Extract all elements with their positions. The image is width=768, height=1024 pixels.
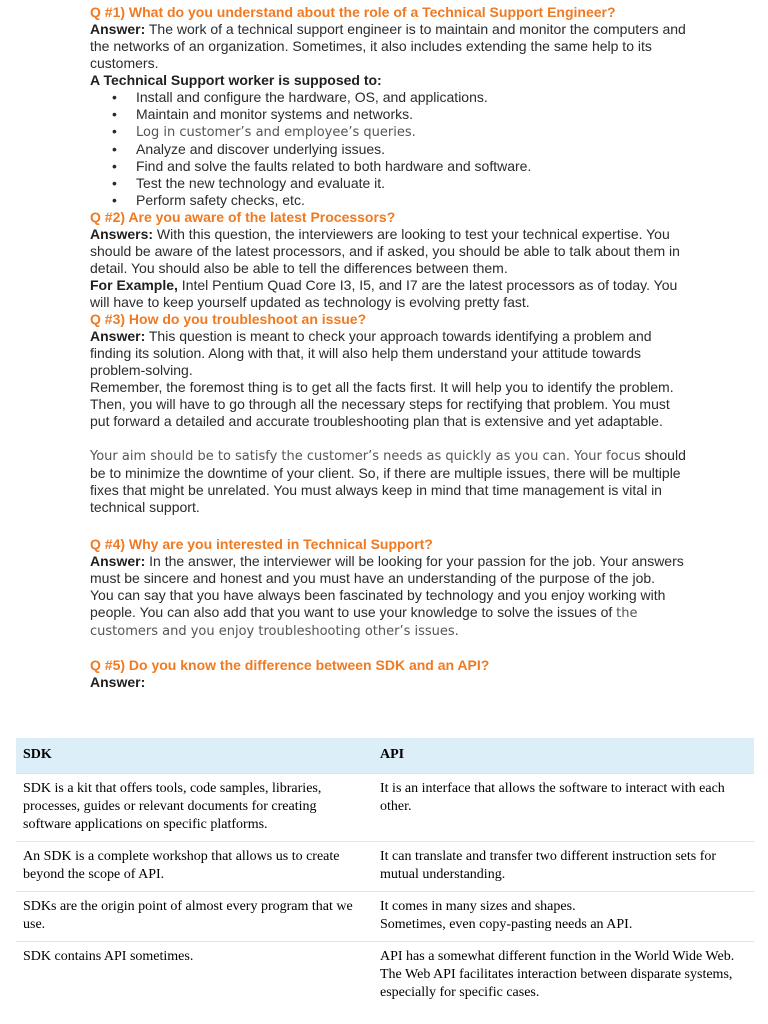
- sdk-vs-api-table: [16, 738, 754, 1009]
- bullet-icon: •: [112, 89, 117, 105]
- sdk-cell: An SDK is a complete workshop that allows us to create beyond the scope of API.: [16, 842, 373, 892]
- question-4-answer: [90, 553, 690, 587]
- answer-label: Answer:: [90, 674, 146, 690]
- question-3-title: Q #3) How do you troubleshoot an issue?: [90, 311, 367, 327]
- question-4-title: Q #4) Why are you interested in Technical Support?: [90, 536, 433, 552]
- duties-list: [90, 89, 690, 209]
- table-row: [16, 774, 754, 842]
- table-row: [16, 942, 754, 1010]
- answer-label: Answer:: [90, 328, 146, 344]
- answer-label: Answers:: [90, 226, 154, 242]
- table-row: [16, 842, 754, 892]
- example-label: For Example,: [90, 277, 178, 293]
- bullet-icon: •: [112, 141, 117, 157]
- question-5-title: Q #5) Do you know the difference between SDK and an API?: [90, 657, 490, 673]
- api-cell: API has a somewhat different function in the World Wide Web. The Web API facilitates interaction between disparate systems, especially for specific cases.: [373, 942, 754, 1010]
- list-item: • Analyze and discover underlying issues.: [112, 141, 386, 157]
- question-2-title: Q #2) Are you aware of the latest Processors?: [90, 209, 396, 225]
- question-1-answer: [90, 21, 690, 72]
- list-heading: A Technical Support worker is supposed to:: [90, 72, 382, 88]
- list-item: • Maintain and monitor systems and networks.: [112, 106, 414, 122]
- column-header-api: API: [373, 738, 754, 774]
- bullet-icon: •: [112, 192, 117, 208]
- question-4-paragraph-2: You can say that you have always been fascinated by technology and you enjoy working with people. You can also add that you want to use your knowledge to solve the issues of the customers and you enjoy troubleshooting other’s issues.: [90, 587, 666, 639]
- sdk-cell: SDK is a kit that offers tools, code samples, libraries, processes, guides or relevant documents for creating software applications on specific platforms.: [16, 774, 373, 842]
- answer-text: This question is meant to check your approach towards identifying a problem and finding its solution. Along with that, it will also help them understand your attitude towards problem-solving.: [90, 328, 652, 378]
- list-item: • Log in customer’s and employee’s queries.: [112, 123, 416, 140]
- table-header-row: [16, 738, 754, 774]
- article: [90, 4, 690, 691]
- list-item: • Test the new technology and evaluate it.: [112, 175, 386, 191]
- bullet-icon: •: [112, 123, 117, 139]
- answer-text: The work of a technical support engineer is to maintain and monitor the computers and the networks of an organization. Sometimes, it also includes extending the same help to its customers.: [90, 21, 686, 71]
- question-2-example: [90, 277, 690, 311]
- question-3-answer: [90, 328, 690, 379]
- question-2-answer: [90, 226, 690, 277]
- bullet-icon: •: [112, 175, 117, 191]
- question-3-paragraph-3: Your aim should be to satisfy the customer’s needs as quickly as you can. Your focus should be to minimize the downtime of your client. So, if there are multiple issues, there will be multiple fixes that might be unrelated. You must always keep in mind that time management is vital in technical support.: [90, 447, 686, 515]
- list-item: • Perform safety checks, etc.: [112, 192, 305, 208]
- list-item: • Find and solve the faults related to both hardware and software.: [112, 158, 532, 174]
- bullet-icon: •: [112, 106, 117, 122]
- sdk-cell: SDK contains API sometimes.: [16, 942, 373, 1010]
- column-header-sdk: SDK: [16, 738, 373, 774]
- api-cell: It can translate and transfer two different instruction sets for mutual understanding.: [373, 842, 754, 892]
- list-item: • Install and configure the hardware, OS, and applications.: [112, 89, 488, 105]
- sdk-cell: SDKs are the origin point of almost every program that we use.: [16, 892, 373, 942]
- api-cell: It is an interface that allows the software to interact with each other.: [373, 774, 754, 842]
- api-cell: It comes in many sizes and shapes. Sometimes, even copy-pasting needs an API.: [373, 892, 754, 942]
- bullet-icon: •: [112, 158, 117, 174]
- answer-text: With this question, the interviewers are looking to test your technical expertise. You should be aware of the latest processors, and if asked, you should be able to talk about them in detail. You should also be able to tell the differences between them.: [90, 226, 680, 276]
- table-row: [16, 892, 754, 942]
- question-3-paragraph-2: Remember, the foremost thing is to get all the facts first. It will help you to identify the problem. Then, you will have to go through all the necessary steps for rectifying that problem. You must put forward a detailed and accurate troubleshooting plan that is extensive and yet adaptable.: [90, 379, 674, 429]
- question-1-title: Q #1) What do you understand about the role of a Technical Support Engineer?: [90, 4, 616, 20]
- answer-label: Answer:: [90, 21, 146, 37]
- answer-text: In the answer, the interviewer will be looking for your passion for the job. Your answers must be sincere and honest and you must have an understanding of the purpose of the job.: [90, 553, 684, 586]
- answer-label: Answer:: [90, 553, 146, 569]
- example-text: Intel Pentium Quad Core I3, I5, and I7 are the latest processors as of today. You will have to keep yourself updated as technology is evolving pretty fast.: [90, 277, 678, 310]
